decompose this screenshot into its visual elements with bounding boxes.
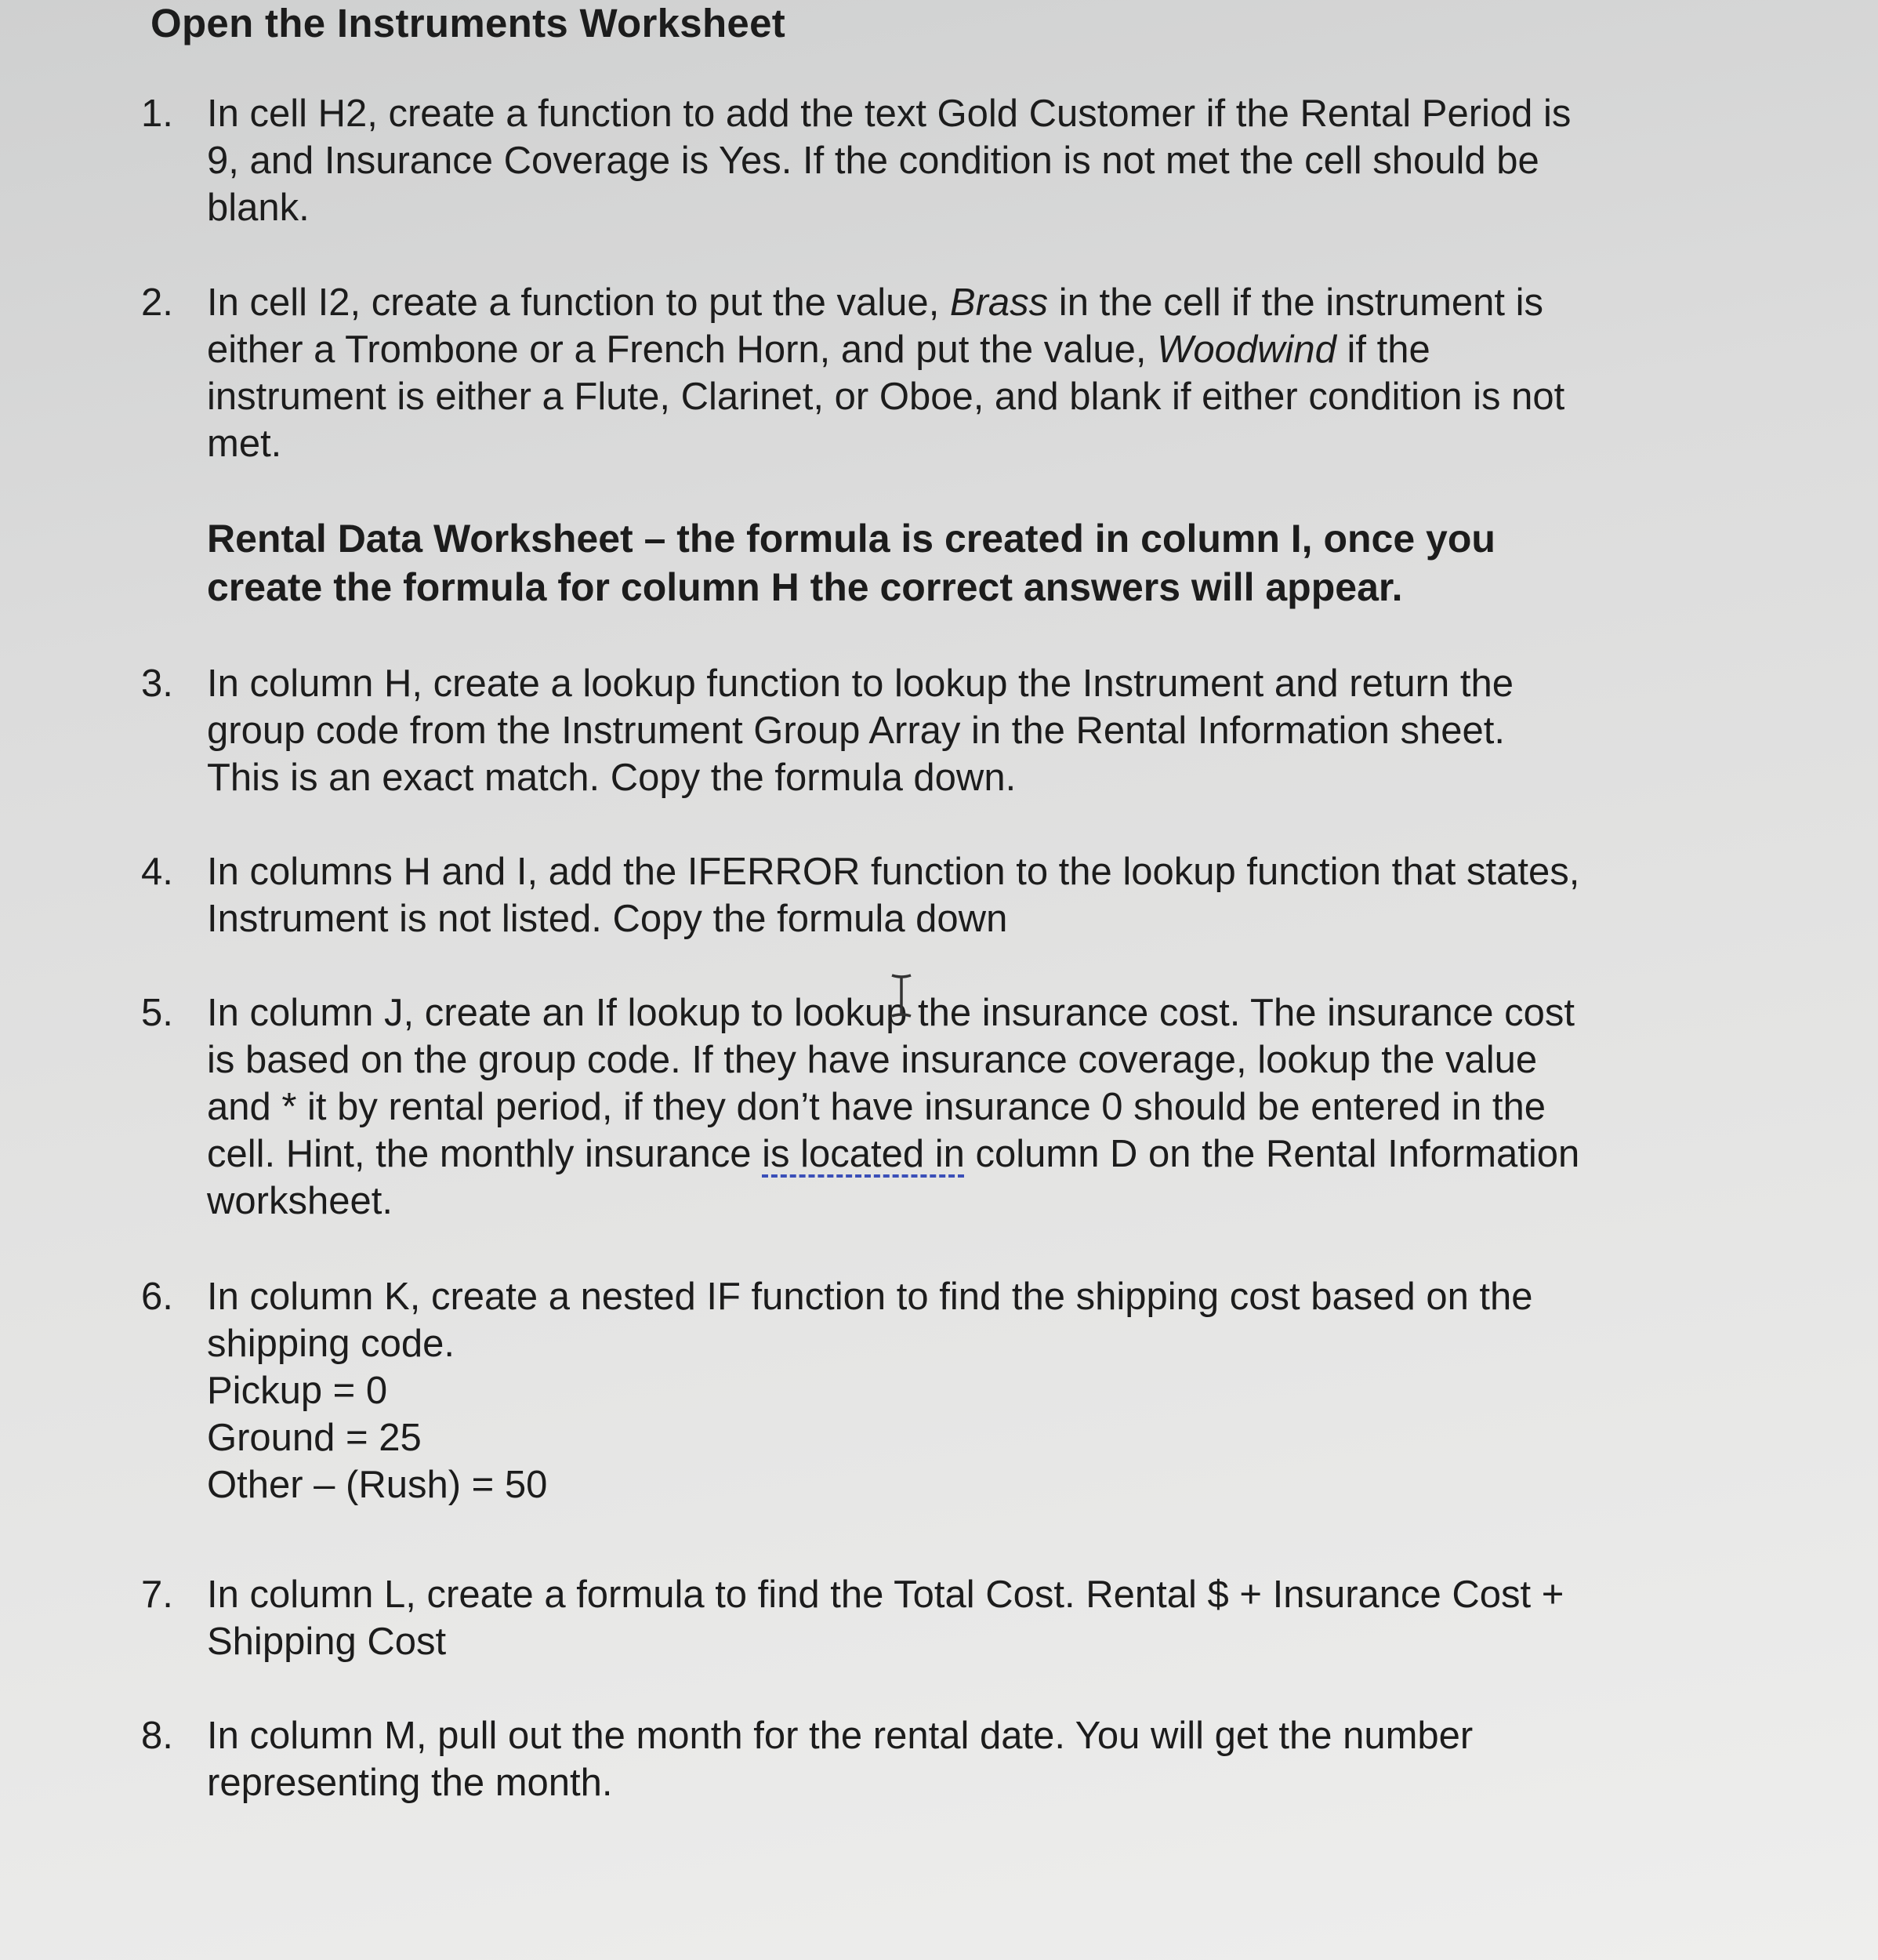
text-run: if the bbox=[1336, 328, 1430, 371]
item-text bbox=[207, 848, 1696, 942]
item-line: In column L, create a formula to find the Total Cost. Rental $ + Insurance Cost + bbox=[207, 1573, 1564, 1616]
item-number: 2. bbox=[141, 281, 173, 324]
item-text bbox=[207, 279, 1696, 467]
text-run: either a Trombone or a French Horn, and put the value, bbox=[207, 328, 1158, 371]
item-line: In column J, create an If lookup to lookup the insurance cost. The insurance cost bbox=[207, 992, 1575, 1034]
item-line: shipping code. bbox=[207, 1323, 455, 1365]
item-number: 4. bbox=[141, 851, 173, 893]
item-line: group code from the Instrument Group Array in the Rental Information sheet. bbox=[207, 710, 1505, 752]
item-number: 5. bbox=[141, 992, 173, 1034]
item-number: 8. bbox=[141, 1715, 173, 1757]
item-line: In cell H2, create a function to add the text Gold Customer if the Rental Period is bbox=[207, 93, 1572, 135]
item-line: In columns H and I, add the IFERROR function to the lookup function that states, bbox=[207, 851, 1580, 893]
item-line: met. bbox=[207, 423, 282, 465]
item-line bbox=[207, 326, 1696, 373]
item-line: representing the month. bbox=[207, 1762, 613, 1804]
item-number: 3. bbox=[141, 662, 173, 705]
item-line: blank. bbox=[207, 187, 310, 229]
item-line: and * it by rental period, if they don’t have insurance 0 should be entered in the bbox=[207, 1086, 1546, 1128]
item-line: instrument is either a Flute, Clarinet, or Oboe, and blank if either condition is not bbox=[207, 376, 1565, 418]
item-number: 1. bbox=[141, 93, 173, 135]
italic-term-woodwind: Woodwind bbox=[1157, 328, 1336, 371]
item-number: 6. bbox=[141, 1276, 173, 1318]
text-run: In cell I2, create a function to put the value, bbox=[207, 281, 950, 324]
text-cursor-icon bbox=[886, 972, 917, 1019]
item-line bbox=[207, 1131, 1696, 1178]
item-line: In column H, create a lookup function to lookup the Instrument and return the bbox=[207, 662, 1514, 705]
item-line: Shipping Cost bbox=[207, 1621, 447, 1663]
item-text bbox=[207, 1273, 1696, 1508]
grammar-flagged-text[interactable]: is located in bbox=[762, 1133, 965, 1175]
item-line: This is an exact match. Copy the formula down. bbox=[207, 757, 1017, 799]
text-run: cell. Hint, the monthly insurance bbox=[207, 1133, 763, 1175]
item-line: Other – (Rush) = 50 bbox=[207, 1464, 548, 1506]
item-text bbox=[207, 1571, 1696, 1665]
item-number: 7. bbox=[141, 1573, 173, 1616]
text-run: in the cell if the instrument is bbox=[1048, 281, 1544, 324]
item-text bbox=[207, 660, 1696, 801]
item-line: In column M, pull out the month for the rental date. You will get the number bbox=[207, 1715, 1474, 1757]
item-text bbox=[207, 90, 1696, 231]
item-line: is based on the group code. If they have insurance coverage, lookup the value bbox=[207, 1039, 1538, 1081]
item-text bbox=[207, 1712, 1696, 1806]
item-line: worksheet. bbox=[207, 1180, 393, 1222]
item-line bbox=[207, 279, 1696, 326]
rental-data-note bbox=[207, 514, 1496, 612]
item-line: Pickup = 0 bbox=[207, 1370, 388, 1412]
note-line: Rental Data Worksheet – the formula is created in column I, once you bbox=[207, 517, 1496, 561]
item-line: 9, and Insurance Coverage is Yes. If the condition is not met the cell should be bbox=[207, 140, 1539, 182]
page-title: Open the Instruments Worksheet bbox=[150, 1, 786, 45]
text-run: column D on the Rental Information bbox=[964, 1133, 1580, 1175]
italic-term-brass: Brass bbox=[949, 281, 1049, 324]
item-line: Instrument is not listed. Copy the formula down bbox=[207, 898, 1008, 940]
item-text bbox=[207, 989, 1696, 1225]
item-line: In column K, create a nested IF function to find the shipping cost based on the bbox=[207, 1276, 1533, 1318]
note-line: create the formula for column H the correct answers will appear. bbox=[207, 565, 1403, 609]
item-line: Ground = 25 bbox=[207, 1417, 422, 1459]
